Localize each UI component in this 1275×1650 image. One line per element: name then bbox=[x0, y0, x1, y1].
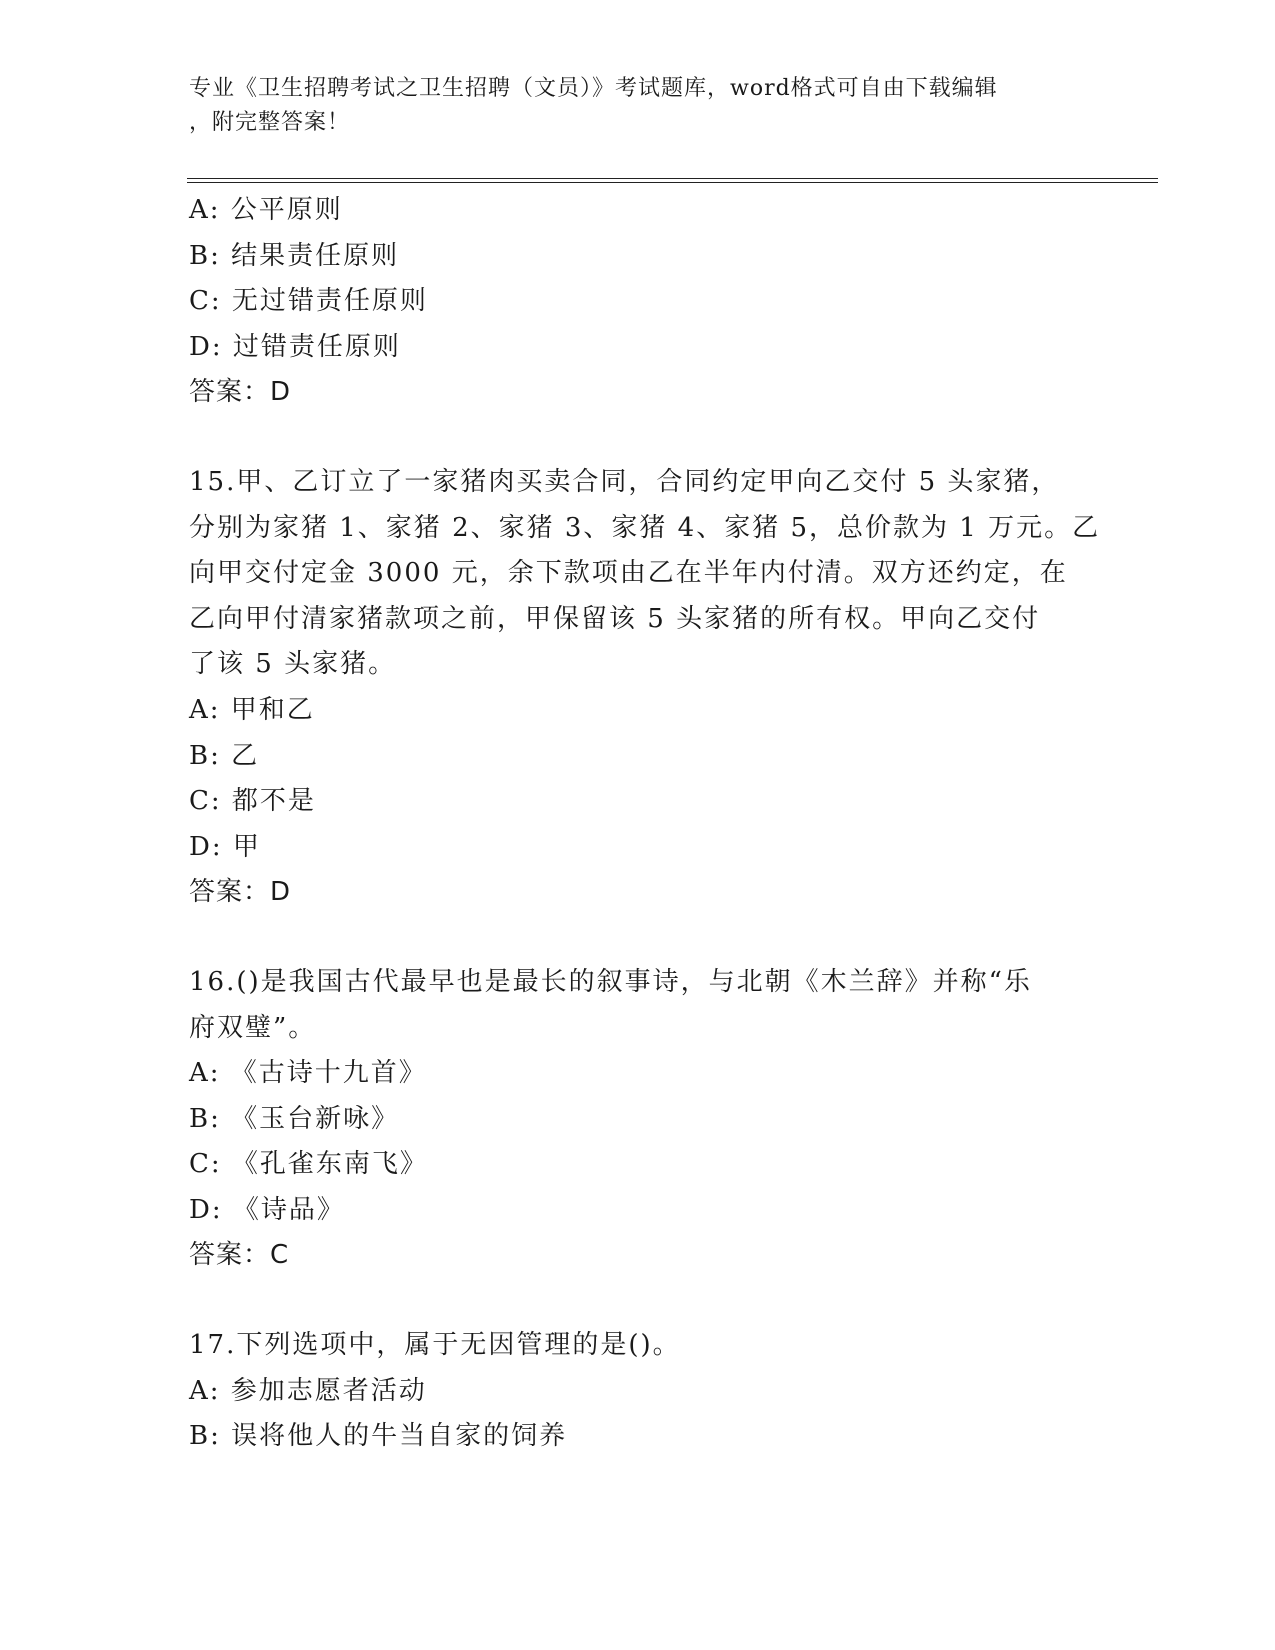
option-d: D: 《诗品》 bbox=[189, 1194, 345, 1225]
answer-line: 答案：D bbox=[189, 377, 292, 408]
question-stem-line: 16.()是我国古代最早也是最长的叙事诗，与北朝《木兰辞》并称“乐 bbox=[189, 966, 1032, 997]
option-a: A: 公平原则 bbox=[189, 195, 343, 225]
question-stem-line: 乙向甲付清家猪款项之前，甲保留该 5 头家猪的所有权。甲向乙交付 bbox=[189, 603, 1041, 634]
option-d: D: 甲 bbox=[189, 831, 261, 862]
question-spacer bbox=[189, 1279, 1089, 1323]
option-a: A: 《古诗十九首》 bbox=[189, 1058, 427, 1089]
option-b: B: 误将他人的牛当自家的饲养 bbox=[189, 1421, 568, 1452]
question-spacer bbox=[189, 916, 1089, 960]
question-17-block bbox=[189, 1323, 1089, 1460]
header-title-line2: ，附完整答案！ bbox=[189, 110, 351, 135]
question-stem-line: 分别为家猪 1、家猪 2、家猪 3、家猪 4、家猪 5，总价款为 1 万元。乙 bbox=[189, 512, 1101, 543]
header-divider bbox=[187, 178, 1158, 183]
option-c: C: 都不是 bbox=[189, 786, 316, 817]
question-content bbox=[189, 188, 1101, 1460]
question-stem-line: 17.下列选项中，属于无因管理的是()。 bbox=[189, 1330, 681, 1361]
question-16-block bbox=[189, 960, 1089, 1279]
question-stem-line: 15.甲、乙订立了一家猪肉买卖合同，合同约定甲向乙交付 5 头家猪， bbox=[189, 466, 1060, 497]
option-a: A: 甲和乙 bbox=[189, 694, 315, 725]
question-stem-line: 向甲交付定金 3000 元，余下款项由乙在半年内付清。双方还约定，在 bbox=[189, 558, 1068, 589]
answer-line: 答案：C bbox=[189, 1240, 290, 1271]
question-stem-line: 了该 5 头家猪。 bbox=[189, 649, 397, 680]
option-d: D: 过错责任原则 bbox=[189, 331, 401, 362]
question-spacer bbox=[189, 416, 1089, 460]
option-b: B: 结果责任原则 bbox=[189, 240, 400, 271]
option-b: B: 《玉台新咏》 bbox=[189, 1103, 400, 1134]
question-15-block bbox=[189, 460, 1101, 916]
document-header bbox=[189, 72, 1069, 140]
question-stem-line: 府双璧”。 bbox=[189, 1012, 317, 1043]
option-b: B: 乙 bbox=[189, 740, 260, 771]
answer-line: 答案：D bbox=[189, 877, 292, 908]
option-c: C: 《孔雀东南飞》 bbox=[189, 1149, 428, 1180]
option-a: A: 参加志愿者活动 bbox=[189, 1375, 427, 1406]
option-c: C: 无过错责任原则 bbox=[189, 286, 428, 317]
question-14-block bbox=[189, 188, 1089, 416]
header-title-line1: 专业《卫生招聘考试之卫生招聘（文员）》考试题库，word格式可自由下载编辑 bbox=[189, 76, 998, 101]
